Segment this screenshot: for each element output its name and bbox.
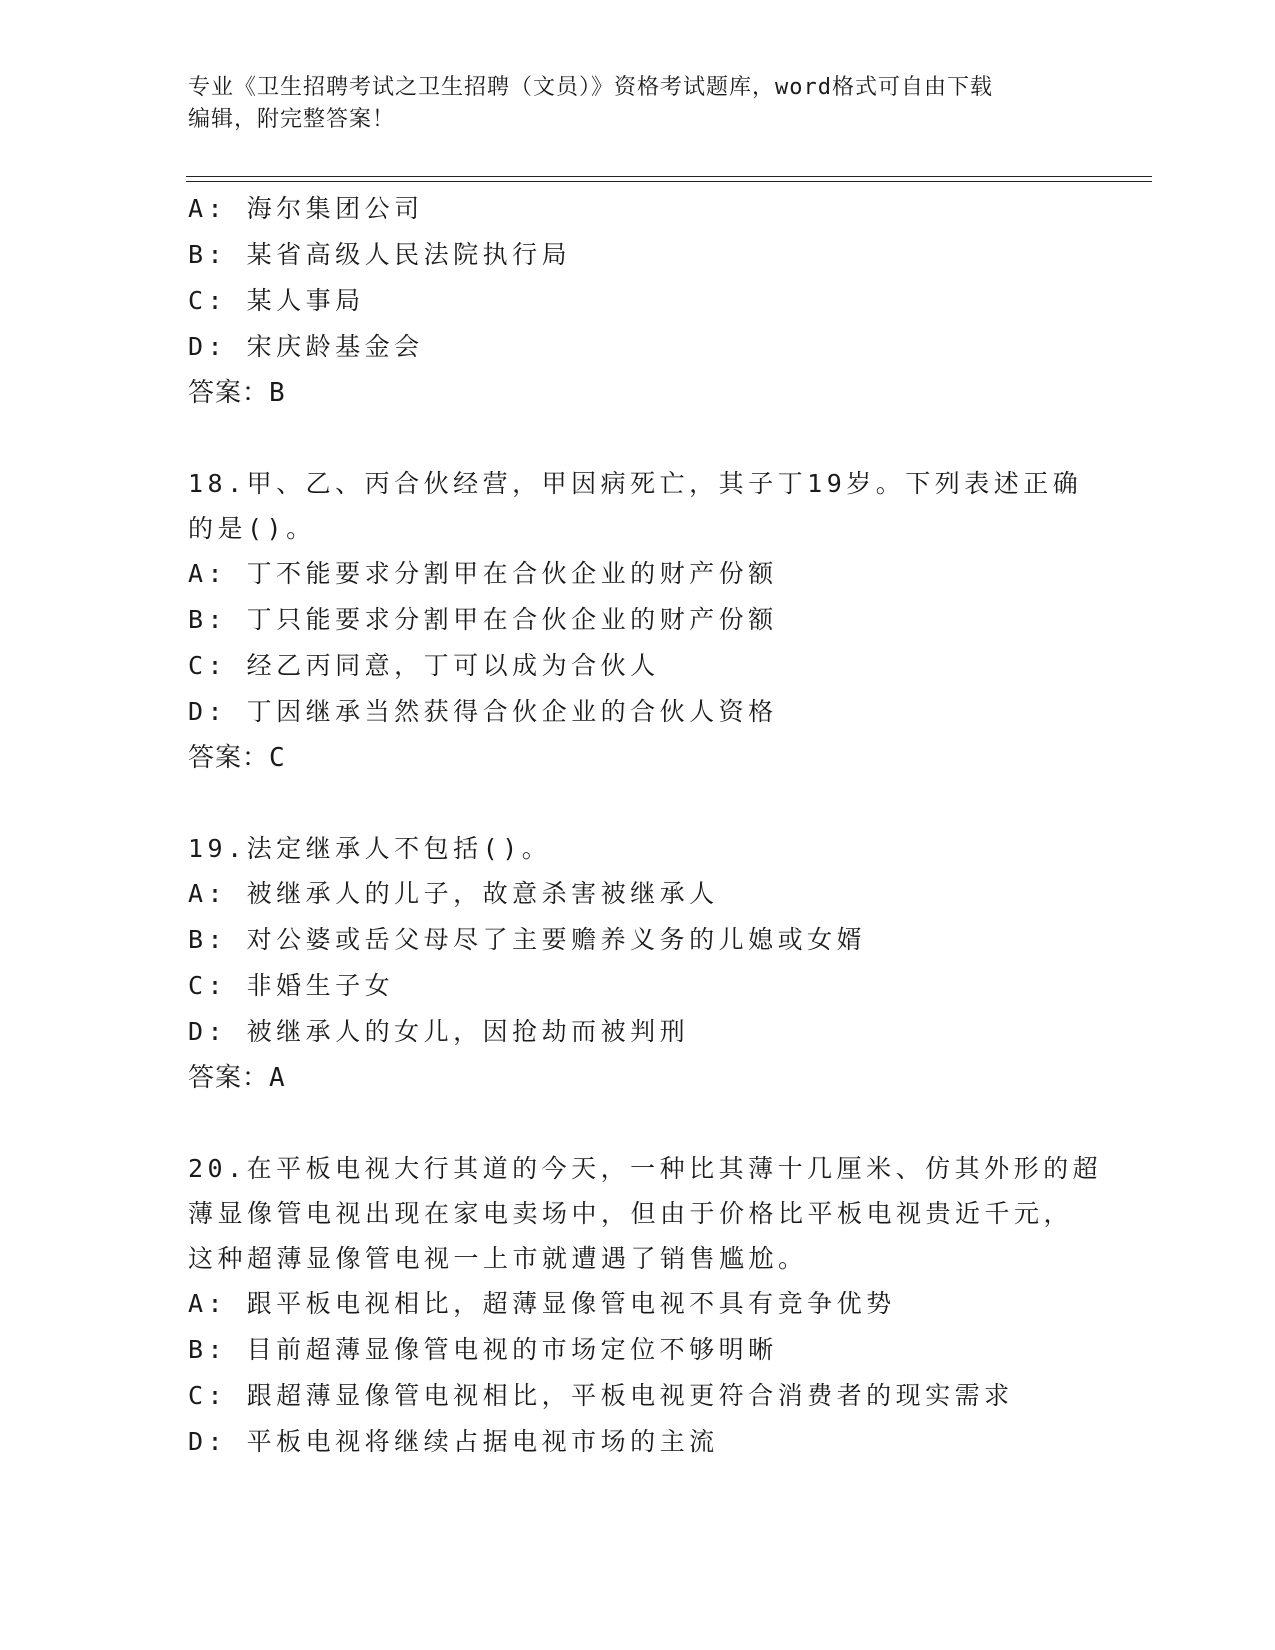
answer-line — [188, 1055, 1088, 1101]
question-list — [188, 186, 1103, 1465]
question-17 — [188, 186, 1088, 416]
question-stem-line-2: 薄显像管电视出现在家电卖场中，但由于价格比平板电视贵近千元， — [188, 1199, 1074, 1228]
option-b: B: 目前超薄显像管电视的市场定位不够明晰 — [188, 1335, 778, 1364]
answer-label: 答案： — [188, 743, 270, 773]
option-b: B: 对公婆或岳父母尽了主要赡养义务的儿媳或女婿 — [188, 925, 867, 954]
question-18 — [188, 461, 1088, 781]
option-d: D: 丁因继承当然获得合伙企业的合伙人资格 — [188, 697, 778, 726]
option-b: B: 丁只能要求分割甲在合伙企业的财产份额 — [188, 605, 778, 634]
spacer — [188, 416, 1088, 461]
option-d: D: 宋庆龄基金会 — [188, 332, 424, 361]
answer-label: 答案： — [188, 378, 270, 408]
option-c: C: 某人事局 — [188, 286, 365, 315]
option-d: D: 被继承人的女儿，因抢劫而被判刑 — [188, 1017, 690, 1046]
question-stem-line-3: 这种超薄显像管电视一上市就遭遇了销售尴尬。 — [188, 1244, 808, 1273]
question-stem-line-2: 的是()。 — [188, 514, 316, 543]
question-stem-line-1: 20.在平板电视大行其道的今天，一种比其薄十几厘米、仿其外形的超 — [188, 1154, 1103, 1183]
question-stem-line-1: 19.法定继承人不包括()。 — [188, 834, 552, 863]
question-stem-line-1: 18.甲、乙、丙合伙经营，甲因病死亡，其子丁19岁。下列表述正确 — [188, 469, 1083, 498]
answer-value: A — [269, 1063, 286, 1093]
answer-label: 答案： — [188, 1063, 270, 1093]
answer-line — [188, 370, 1088, 416]
answer-value: C — [269, 743, 286, 773]
option-c: C: 经乙丙同意，丁可以成为合伙人 — [188, 651, 660, 680]
spacer — [188, 1101, 1088, 1146]
option-a: A: 海尔集团公司 — [188, 194, 424, 223]
header-line-2: 编辑，附完整答案！ — [188, 107, 396, 132]
spacer — [188, 781, 1088, 826]
option-a: A: 跟平板电视相比，超薄显像管电视不具有竞争优势 — [188, 1289, 896, 1318]
option-a: A: 丁不能要求分割甲在合伙企业的财产份额 — [188, 559, 778, 588]
document-header — [188, 72, 1068, 136]
question-20 — [188, 1146, 1103, 1465]
header-line-1: 专业《卫生招聘考试之卫生招聘（文员）》资格考试题库，word格式可自由下载 — [188, 75, 993, 100]
question-19 — [188, 826, 1088, 1101]
option-c: C: 跟超薄显像管电视相比，平板电视更符合消费者的现实需求 — [188, 1381, 1014, 1410]
option-b: B: 某省高级人民法院执行局 — [188, 240, 572, 269]
option-d: D: 平板电视将继续占据电视市场的主流 — [188, 1427, 719, 1456]
option-a: A: 被继承人的儿子，故意杀害被继承人 — [188, 879, 719, 908]
header-divider-top — [186, 176, 1152, 177]
option-c: C: 非婚生子女 — [188, 971, 395, 1000]
answer-line — [188, 735, 1088, 781]
header-divider-bottom — [186, 181, 1152, 182]
answer-value: B — [269, 378, 286, 408]
